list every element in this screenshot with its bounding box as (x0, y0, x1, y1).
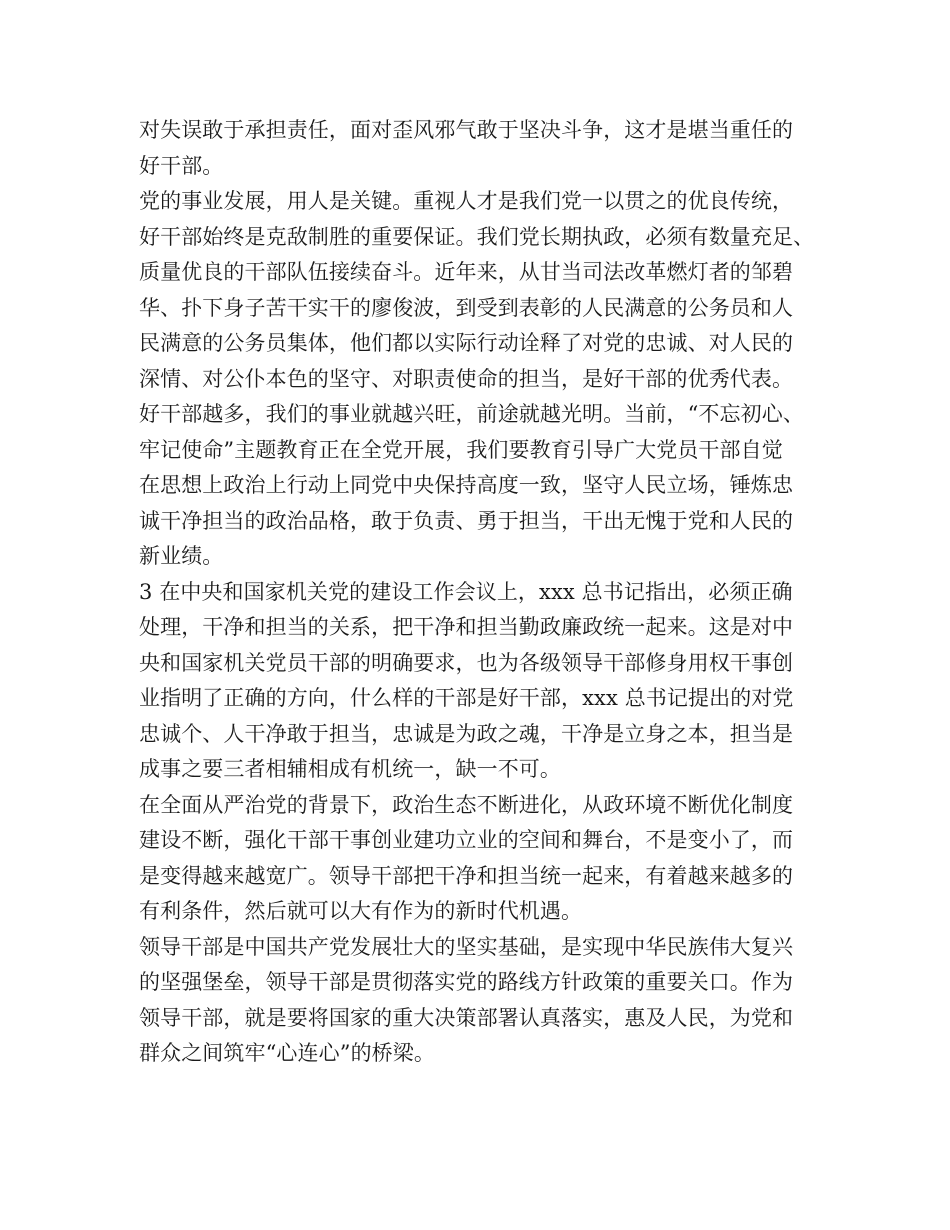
text-line: 在全面从严治党的背景下，政治生态不断进化，从政环境不断优化制度 (139, 792, 794, 817)
text-line: 业指明了正确的方向，什么样的干部是好干部，xxx 总书记提出的对党 (139, 686, 794, 710)
text-line: 忠诚个、人干净敢于担当，忠诚是为政之魂，干净是立身之本，担当是 (139, 721, 794, 746)
paragraph-1 (139, 113, 839, 184)
text-line: 深情、对公仆本色的坚守、对职责使命的担当，是好干部的优秀代表。 (139, 366, 794, 391)
text-line: 央和国家机关党员干部的明确要求，也为各级领导干部修身用权干事创 (139, 650, 794, 675)
body-text (139, 113, 839, 1072)
text-line: 新业绩。 (139, 544, 224, 568)
text-line: 处理，干净和担当的关系，把干净和担当勤政廉政统一起来。这是对中 (139, 615, 794, 639)
text-line: 好干部始终是克敌制胜的重要保证。我们党长期执政，必须有数量充足、 (139, 224, 815, 249)
text-line: 质量优良的干部队伍接续奋斗。近年来，从甘当司法改革燃灯者的邹碧 (139, 260, 794, 284)
text-line: 党的事业发展，用人是关键。重视人才是我们党一以贯之的优良传统， (139, 189, 794, 213)
text-line: 好干部。 (139, 153, 224, 178)
text-line: 对失误敢于承担责任，面对歪风邪气敢于坚决斗争，这才是堪当重任的 (139, 118, 794, 142)
text-line: 3 在中央和国家机关党的建设工作会议上，xxx 总书记指出，必须正确 (139, 579, 793, 604)
text-line: 领导干部，就是要将国家的重大决策部署认真落实，惠及人民，为党和 (139, 1005, 794, 1030)
text-line: 有利条件，然后就可以大有作为的新时代机遇。 (139, 899, 583, 923)
text-line: 群众之间筑牢“心连心”的桥梁。 (139, 1041, 435, 1065)
text-line: 诚干净担当的政治品格，敢于负责、勇于担当，干出无愧于党和人民的 (139, 508, 794, 533)
paragraph-2 (139, 184, 839, 575)
text-line: 成事之要三者相辅相成有机统一，缺一不可。 (139, 757, 561, 781)
text-line: 华、扑下身子苦干实干的廖俊波，到受到表彰的人民满意的公务员和人 (139, 295, 794, 320)
text-line: 民满意的公务员集体，他们都以实际行动诠释了对党的忠诚、对人民的 (139, 331, 794, 355)
paragraph-4 (139, 788, 839, 930)
text-line: 牢记使命”主题教育正在全党开展，我们要教育引导广大党员干部自觉 (139, 437, 783, 462)
text-line: 是变得越来越宽广。领导干部把干净和担当统一起来，有着越来越多的 (139, 863, 794, 888)
text-line: 领导干部是中国共产党发展壮大的坚实基础，是实现中华民族伟大复兴 (139, 934, 794, 959)
text-line: 建设不断，强化干部干事创业建功立业的空间和舞台，不是变小了，而 (139, 828, 794, 852)
text-line: 的坚强堡垒，领导干部是贯彻落实党的路线方针政策的重要关口。作为 (139, 970, 794, 994)
text-line: 好干部越多，我们的事业就越兴旺，前途就越光明。当前，“不忘初心、 (139, 402, 804, 426)
paragraph-5 (139, 930, 839, 1072)
paragraph-3 (139, 575, 839, 788)
text-line: 在思想上政治上行动上同党中央保持高度一致，坚守人民立场，锤炼忠 (139, 473, 794, 497)
